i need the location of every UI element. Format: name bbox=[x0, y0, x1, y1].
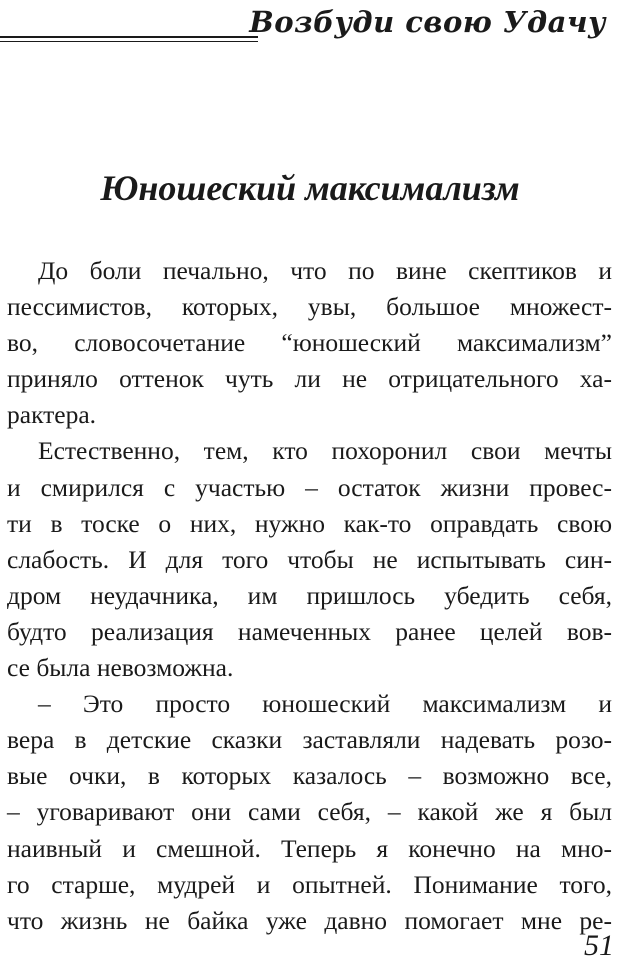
paragraph bbox=[7, 686, 612, 939]
text-line: наивный и смешной. Теперь я конечно на мно- bbox=[7, 833, 612, 863]
text-line: – уговаривают они сами себя, – какой же я был bbox=[7, 797, 612, 827]
text-line: дром неудачника, им пришлось убедить себя, bbox=[7, 580, 612, 610]
text-line: во, словосочетание “юношеский максимализм” bbox=[7, 328, 612, 358]
paragraph bbox=[7, 433, 612, 686]
text-line: вые очки, в которых казалось – возможно все, bbox=[7, 761, 612, 791]
paragraph bbox=[7, 253, 612, 433]
text-line: се была невозможна. bbox=[7, 653, 234, 683]
text-line: вера в детские сказки заставляли надевать розо- bbox=[7, 725, 612, 755]
text-line: и смирился с участью – остаток жизни провес- bbox=[7, 472, 612, 502]
text-line: – Это просто юношеский максимализм и bbox=[38, 689, 612, 719]
running-header bbox=[0, 0, 620, 48]
text-line: приняло оттенок чуть ли не отрицательного ха- bbox=[7, 364, 612, 394]
text-line: Естественно, тем, кто похоронил свои мечты bbox=[38, 436, 612, 466]
page-number: 51 bbox=[584, 929, 614, 962]
text-line: пессимистов, которых, увы, большое множест- bbox=[7, 292, 612, 322]
text-line: До боли печально, что по вине скептиков и bbox=[38, 256, 612, 285]
text-line: ти в тоске о них, нужно как-то оправдать свою bbox=[7, 508, 612, 538]
text-line: будто реализация намеченных ранее целей вов- bbox=[7, 616, 612, 646]
header-rule-bottom bbox=[0, 41, 258, 42]
book-title: Возбуди свою Удачу bbox=[249, 5, 606, 39]
body-text bbox=[7, 253, 612, 939]
text-line: го старше, мудрей и опытней. Понимание того, bbox=[7, 869, 612, 899]
text-line: рактера. bbox=[7, 400, 97, 430]
text-line: что жизнь не байка уже давно помогает мне ре- bbox=[7, 905, 612, 935]
header-rule-top bbox=[0, 36, 258, 38]
chapter-title: Юношеский максимализм bbox=[100, 168, 520, 209]
text-line: слабость. И для того чтобы не испытывать син- bbox=[7, 544, 612, 574]
